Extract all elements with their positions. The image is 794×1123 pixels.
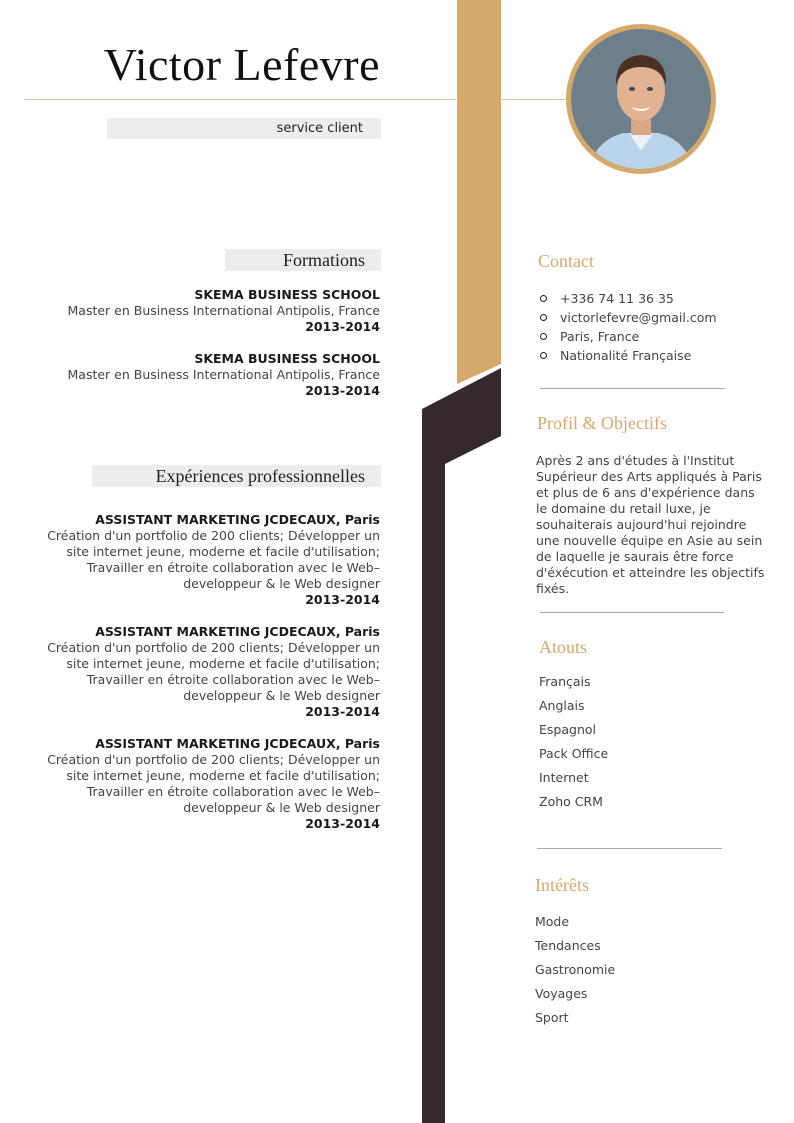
circle-bullet-icon bbox=[540, 352, 547, 359]
experience-description: Création d'un portfolio de 200 clients; Développer un site internet jeune, moderne et facile d'utilisation; Travailler en étroite collaboration avec le Web– developpeur & le Web designer bbox=[47, 528, 380, 591]
formation-entry bbox=[30, 351, 380, 399]
circle-bullet-icon bbox=[540, 314, 547, 321]
circle-bullet-icon bbox=[540, 295, 547, 302]
formation-year: 2013-2014 bbox=[305, 383, 380, 398]
header-rule bbox=[24, 99, 458, 100]
job-title: service client bbox=[107, 118, 381, 139]
experience-title: ASSISTANT MARKETING JCDECAUX, Paris bbox=[95, 736, 380, 751]
experience-year: 2013-2014 bbox=[305, 704, 380, 719]
contact-location bbox=[540, 327, 717, 346]
nationality-value: Nationalité Française bbox=[560, 348, 692, 363]
interet-item: Gastronomie bbox=[535, 962, 616, 977]
interets-header: Intérêts bbox=[535, 875, 589, 895]
contact-email bbox=[540, 308, 717, 327]
atouts-header: Atouts bbox=[539, 637, 588, 657]
interet-item: Sport bbox=[535, 1010, 569, 1025]
gold-band bbox=[457, 0, 501, 384]
section-divider bbox=[540, 388, 725, 389]
email-value: victorlefevre@gmail.com bbox=[560, 310, 717, 325]
location-value: Paris, France bbox=[560, 329, 640, 344]
section-divider bbox=[537, 848, 722, 849]
circle-bullet-icon bbox=[540, 333, 547, 340]
formation-entry bbox=[30, 287, 380, 335]
contact-list bbox=[540, 289, 717, 365]
atout-item: Anglais bbox=[539, 698, 585, 713]
profile-header: Profil & Objectifs bbox=[537, 413, 667, 433]
experience-entry bbox=[30, 624, 380, 720]
phone-value: +336 74 11 36 35 bbox=[560, 291, 674, 306]
dark-band bbox=[422, 368, 501, 1123]
atout-item: Espagnol bbox=[539, 722, 596, 737]
experience-description: Création d'un portfolio de 200 clients; Développer un site internet jeune, moderne et facile d'utilisation; Travailler en étroite collaboration avec le Web– developpeur & le Web designer bbox=[47, 640, 380, 703]
contact-phone bbox=[540, 289, 717, 308]
experiences-header: Expériences professionnelles bbox=[92, 465, 381, 487]
avatar-icon bbox=[571, 29, 711, 169]
experience-entry bbox=[30, 736, 380, 832]
profile-photo bbox=[566, 24, 716, 174]
contact-nationality bbox=[540, 346, 717, 365]
experience-title: ASSISTANT MARKETING JCDECAUX, Paris bbox=[95, 512, 380, 527]
interet-item: Tendances bbox=[535, 938, 601, 953]
interets-list bbox=[535, 910, 615, 1030]
formation-school: SKEMA BUSINESS SCHOOL bbox=[194, 287, 380, 302]
atout-item: Zoho CRM bbox=[539, 794, 603, 809]
candidate-name: Victor Lefevre bbox=[103, 39, 380, 90]
atout-item: Pack Office bbox=[539, 746, 609, 761]
atout-item: Français bbox=[539, 674, 591, 689]
section-divider bbox=[540, 612, 724, 613]
formation-degree: Master en Business International Antipolis, France bbox=[67, 303, 380, 318]
contact-header: Contact bbox=[538, 251, 594, 271]
interet-item: Voyages bbox=[535, 986, 588, 1001]
interet-item: Mode bbox=[535, 914, 570, 929]
experience-title: ASSISTANT MARKETING JCDECAUX, Paris bbox=[95, 624, 380, 639]
formations-header: Formations bbox=[225, 249, 381, 271]
formation-school: SKEMA BUSINESS SCHOOL bbox=[194, 351, 380, 366]
experience-description: Création d'un portfolio de 200 clients; Développer un site internet jeune, moderne et facile d'utilisation; Travailler en étroite collaboration avec le Web– developpeur & le Web designer bbox=[47, 752, 380, 815]
profile-text: Après 2 ans d'études à l'Institut Supérieur des Arts appliqués à Paris et plus de 6 ans d'expérience dans le domaine du retail luxe, je souhaiterais aujourd'hui rejoindre une nouvelle équipe en Asie au sein de laquelle je saurais être force d'éxécution et atteindre les objectifs fixés. bbox=[536, 453, 765, 596]
header-rule-right bbox=[500, 99, 570, 100]
formation-year: 2013-2014 bbox=[305, 319, 380, 334]
formation-degree: Master en Business International Antipolis, France bbox=[67, 367, 380, 382]
experience-entry bbox=[30, 512, 380, 608]
experience-year: 2013-2014 bbox=[305, 816, 380, 831]
experience-year: 2013-2014 bbox=[305, 592, 380, 607]
atouts-list bbox=[539, 670, 608, 814]
atout-item: Internet bbox=[539, 770, 589, 785]
